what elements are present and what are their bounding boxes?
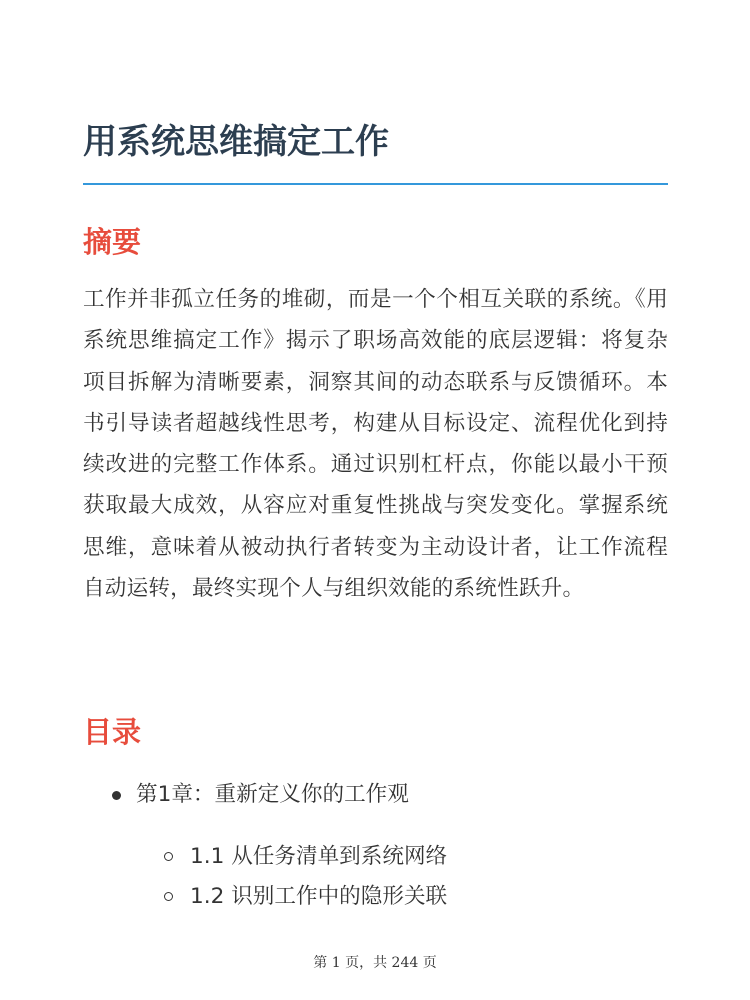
toc-section-1-2[interactable] xyxy=(136,877,668,917)
table-of-contents xyxy=(83,775,668,917)
page-number-footer: 第 1 页，共 244 页 xyxy=(313,955,437,971)
toc-section-label: 1.1 从任务清单到系统网络 xyxy=(190,844,448,869)
hollow-bullet-icon xyxy=(164,892,173,901)
toc-section-label: 1.2 识别工作中的隐形关联 xyxy=(190,884,448,909)
summary-heading: 摘要 xyxy=(83,225,142,259)
bullet-icon xyxy=(112,791,121,800)
hollow-bullet-icon xyxy=(164,852,173,861)
document-title: 用系统思维搞定工作 xyxy=(83,122,389,162)
toc-heading: 目录 xyxy=(83,715,142,749)
summary-paragraph: 工作并非孤立任务的堆砌，而是一个个相互关联的系统。《用系统思维搞定工作》揭示了职场高效能的底层逻辑：将复杂项目拆解为清晰要素，洞察其间的动态联系与反馈循环。本书引导读者超越线性思考，构建从目标设定、流程优化到持续改进的完整工作体系。通过识别杠杆点，你能以最小干预获取最大成效，从容应对重复性挑战与突发变化。掌握系统思维，意味着从被动执行者转变为主动设计者，让工作流程自动运转，最终实现个人与组织效能的系统性跃升。 xyxy=(83,287,668,602)
toc-chapter-1[interactable] xyxy=(83,775,668,917)
toc-chapter-label: 第1章：重新定义你的工作观 xyxy=(136,782,409,807)
title-divider xyxy=(83,183,668,185)
toc-chapter-1-sections xyxy=(136,837,668,917)
toc-section-1-1[interactable] xyxy=(136,837,668,877)
